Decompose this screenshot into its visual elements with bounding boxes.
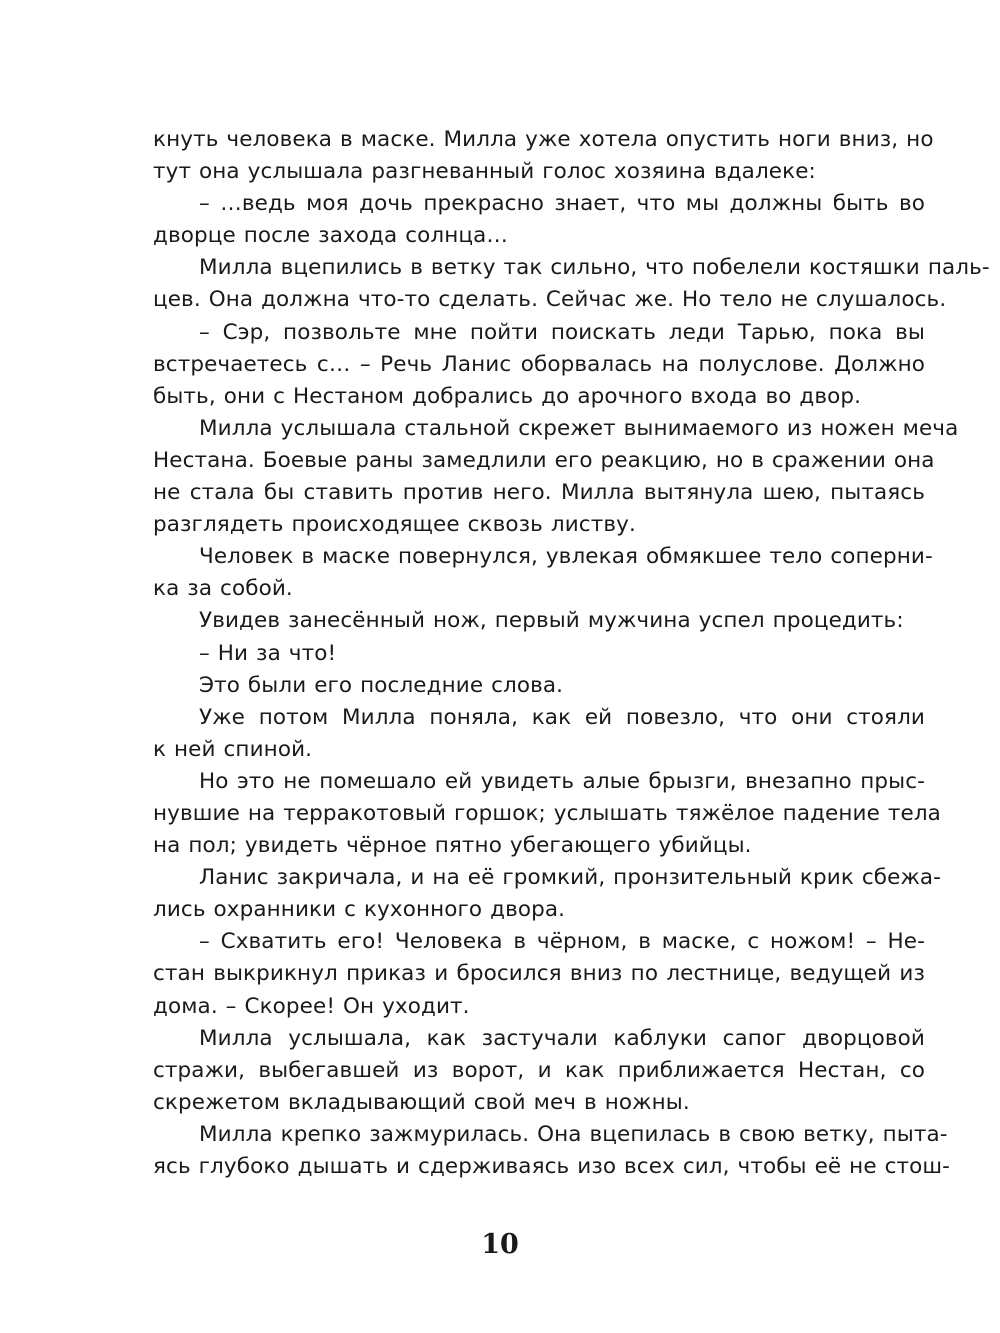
text-line: на пол; увидеть чёрное пятно убегающего убийцы. [153, 833, 752, 859]
text-line: тут она услышала разгневанный голос хозяина вдалеке: [153, 159, 816, 185]
text-line: – Сэр, позвольте мне пойти поискать леди Тарью, пока вы [199, 319, 925, 345]
text-line: встречаетесь с… – Речь Ланис оборвалась на полуслове. Должно [153, 351, 925, 377]
text-line: скрежетом вкладывающий свой меч в ножны. [153, 1089, 690, 1115]
text-line: Ланис закричала, и на её громкий, пронзительный крик сбежа- [199, 865, 942, 891]
text-line: – …ведь моя дочь прекрасно знает, что мы должны быть во [199, 191, 925, 217]
text-line: Это были его последние слова. [199, 672, 564, 698]
text-line: дворце после захода солнца… [153, 223, 509, 249]
text-line: к ней спиной. [153, 736, 313, 762]
text-line: Нестана. Боевые раны замедлили его реакцию, но в сражении она [153, 447, 935, 473]
text-line: нувшие на терракотовый горшок; услышать тяжёлое падение тела [153, 800, 941, 826]
text-line: цев. Она должна что-то сделать. Сейчас же. Но тело не слушалось. [153, 287, 947, 313]
text-line: – Ни за что! [199, 640, 337, 666]
text-line: стражи, выбегавшей из ворот, и как приближается Нестан, со [153, 1057, 925, 1083]
text-line: Милла услышала стальной скрежет вынимаемого из ножен меча [199, 415, 959, 441]
text-line: Милла крепко зажмурилась. Она вцепилась в свою ветку, пыта- [199, 1121, 948, 1147]
text-line: быть, они с Нестаном добрались до арочного входа во двор. [153, 383, 862, 409]
body-text [153, 124, 990, 1183]
text-line: кнуть человека в маске. Милла уже хотела опустить ноги вниз, но [153, 127, 934, 152]
text-line: дома. – Скорее! Он уходит. [153, 993, 470, 1019]
text-line: лись охранники с кухонного двора. [153, 897, 566, 923]
page-number: 10 [481, 1229, 519, 1260]
text-line: – Схватить его! Человека в чёрном, в маске, с ножом! – Не- [199, 929, 925, 955]
text-line: ясь глубоко дышать и сдерживаясь изо всех сил, чтобы её не стош- [153, 1154, 951, 1179]
text-line: Милла вцепились в ветку так сильно, что побелели костяшки паль- [199, 255, 990, 281]
text-line: Но это не помешало ей увидеть алые брызги, внезапно прыс- [199, 768, 925, 794]
text-line: стан выкрикнул приказ и бросился вниз по лестнице, ведущей из [153, 961, 925, 987]
text-line: ка за собой. [153, 576, 293, 602]
text-line: Уже потом Милла поняла, как ей повезло, что они стояли [199, 704, 925, 730]
text-line: Милла услышала, как застучали каблуки сапог дворцовой [199, 1025, 925, 1051]
text-line: разглядеть происходящее сквозь листву. [153, 512, 636, 538]
text-line: не стала бы ставить против него. Милла вытянула шею, пытаясь [153, 480, 925, 506]
text-line: Человек в маске повернулся, увлекая обмякшее тело соперни- [199, 544, 933, 570]
text-line: Увидев занесённый нож, первый мужчина успел процедить: [199, 608, 904, 634]
